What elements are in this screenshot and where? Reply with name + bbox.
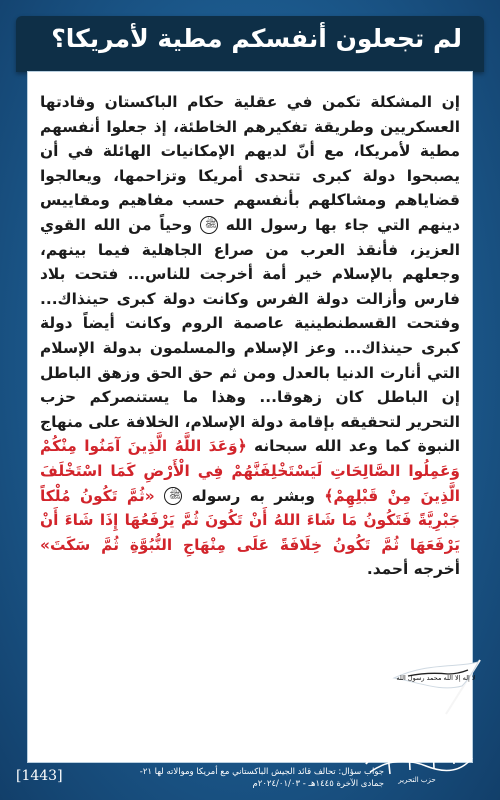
footer-line-2: جمادى الآخرة ١٤٤٥هـ - ٢٠٢٤/٠١/٠٣م bbox=[252, 779, 384, 789]
hadith-quote: «ثُمَّ تَكُونُ مُلْكاً جَبْرِيَّةً فَتَكُونُ مَا شَاءَ اللهُ أَنْ تَكُونَ ثُمَّ يَرْفَعُهَا إِذَا شَاءَ أَنْ يَرْفَعَهَا ثُمَّ تَكُونُ خِلَافَةً عَلَى مِنْهَاجِ النُّبُوَّةِ ثُمَّ سَكَتَ» bbox=[40, 486, 460, 554]
salawat-glyph-2: ﷺ bbox=[164, 487, 182, 505]
calligraphy-text: حزب التحرير bbox=[398, 776, 436, 784]
footer-line-1: جواب سؤال: تحالف قائد الجيش الباكستاني مع أمريكا وموالاته لها ٢١- bbox=[139, 767, 384, 777]
paragraph-bashara: وبشر به رسوله bbox=[191, 486, 315, 505]
title-bar bbox=[16, 16, 484, 72]
paragraph-intro: إن المشكلة تكمن في عقلية حكام الباكستان وقادتها العسكريين وطريقة تفكيرهم الخاطئة، إذ جعلوا أنفسهم مطية لأمريكا، مع أنّ لديهم الإمكانيات الهائلة في أن يصبحوا دولة كبرى تتحدى أمريكا وتزاحمها، ويعالجوا قضاياهم ومشاكلهم بأنفسهم حسب مفاهيم ومقاييس دينهم التي جاء بها رسول الله bbox=[40, 93, 460, 234]
issue-number: [1443] bbox=[16, 768, 63, 784]
article-body bbox=[40, 90, 460, 582]
page-title: لم تجعلون أنفسكم مطية لأمريكا؟ bbox=[51, 24, 462, 53]
white-flag-icon bbox=[388, 656, 484, 716]
paragraph-history: وحياً من الله القوي العزيز، فأنقذ العرب من صراع الجاهلية فيما بينهم، وجعلهم بالإسلام خير أمة أخرجت للناس... فتحت بلاد فارس وأزالت دولة الفرس وكانت دولة كبرى حينذاك... وفتحت القسطنطينية عاصمة الروم وكانت أيضاً دولة كبرى حينذاك... وعز الإسلام والمسلمون بدولة الإسلام التي أنارت الدنيا بالعدل ومن ثم حق الحق وزهق الباطل إن الباطل كان زهوقا... وهذا ما يستنصركم حزب التحرير لتحقيقه بإقامة دولة الإسلام، الخلافة على منهاج النبوة كما وعد الله سبحانه bbox=[40, 215, 460, 456]
hadith-source: أخرجه أحمد. bbox=[366, 560, 460, 579]
salawat-glyph: ﷺ bbox=[200, 216, 218, 234]
flag-shahada-text: لا إله إلا الله محمد رسول الله bbox=[396, 674, 476, 682]
footer-caption bbox=[84, 766, 384, 790]
quran-verse: ﴿وَعَدَ اللَّهُ الَّذِينَ آمَنُوا مِنْكُمْ وَعَمِلُوا الصَّالِحَاتِ لَيَسْتَخْلِفَنَّهُمْ فِي الْأَرْضِ كَمَا اسْتَخْلَفَ الَّذِينَ مِنْ قَبْلِهِمْ﴾ bbox=[40, 437, 461, 505]
